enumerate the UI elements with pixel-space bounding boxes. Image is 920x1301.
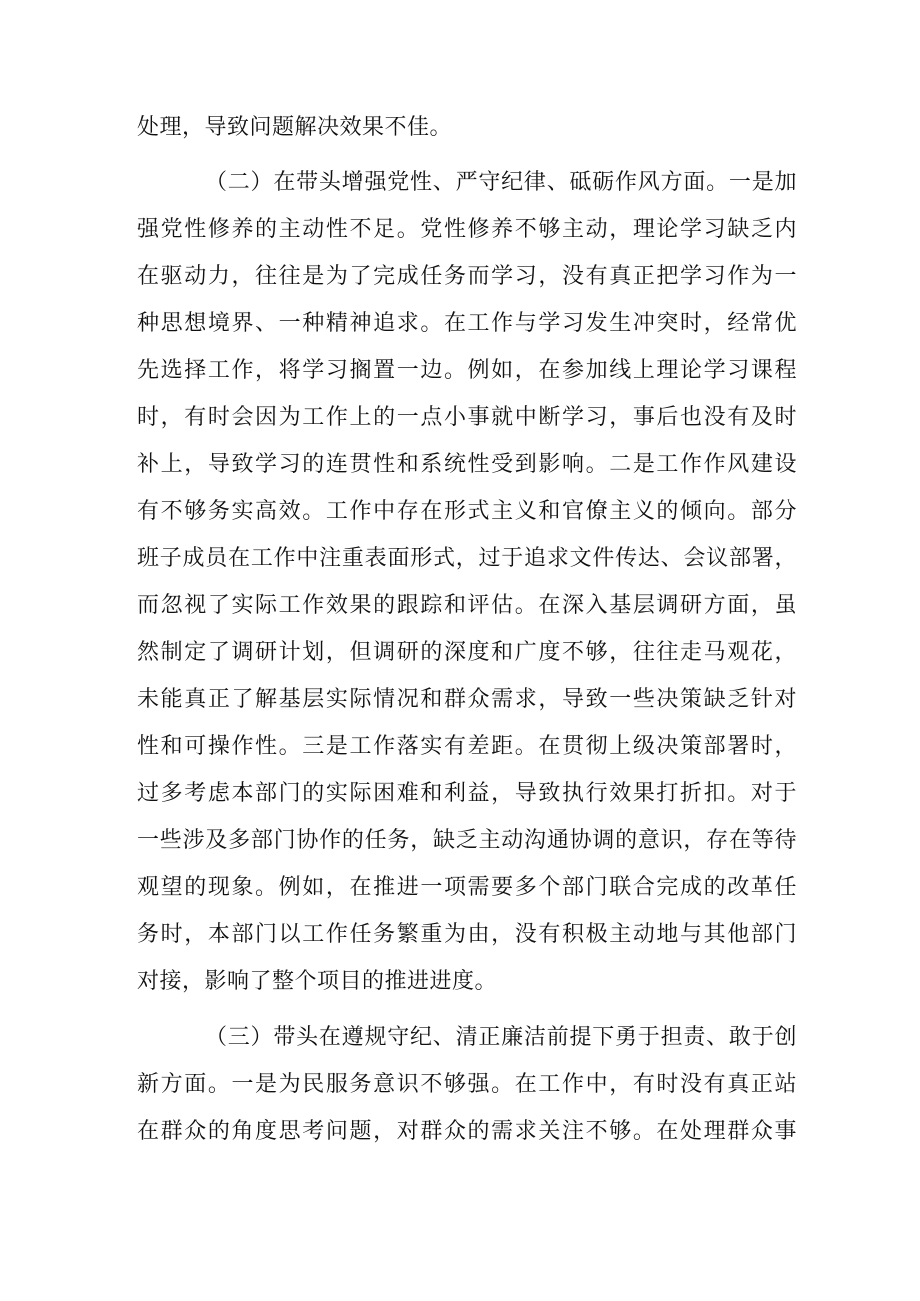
text-line-16: 一些涉及多部门协作的任务，缺乏主动沟通协调的意识，存在等待 [137,828,797,853]
text-line-4: 在驱动力，往往是为了完成任务而学习，没有真正把学习作为一 [137,264,797,289]
text-line-3: 强党性修养的主动性不足。党性修养不够主动，理论学习缺乏内 [137,217,797,242]
text-line-14: 性和可操作性。三是工作落实有差距。在贯彻上级决策部署时， [137,734,797,759]
text-line-7: 时，有时会因为工作上的一点小事就中断学习，事后也没有及时 [137,405,797,430]
text-line-22: 在群众的角度思考问题，对群众的需求关注不够。在处理群众事 [137,1119,797,1144]
text-line-11: 而忽视了实际工作效果的跟踪和评估。在深入基层调研方面，虽 [137,593,797,618]
text-line-5: 种思想境界、一种精神追求。在工作与学习发生冲突时，经常优 [137,311,797,336]
text-line-10: 班子成员在工作中注重表面形式，过于追求文件传达、会议部署， [137,546,797,571]
text-line-13: 未能真正了解基层实际情况和群众需求，导致一些决策缺乏针对 [137,687,797,712]
text-line-18: 务时，本部门以工作任务繁重为由，没有积极主动地与其他部门 [137,922,797,947]
text-line-20: （三）带头在遵规守纪、清正廉洁前提下勇于担责、敢于创 [205,1025,797,1050]
text-line-1: 处理，导致问题解决效果不佳。 [137,115,453,140]
text-line-9: 有不够务实高效。工作中存在形式主义和官僚主义的倾向。部分 [137,499,797,524]
text-line-19: 对接，影响了整个项目的推进进度。 [137,969,498,994]
text-line-8: 补上，导致学习的连贯性和系统性受到影响。二是工作作风建设 [137,452,797,477]
text-line-6: 先选择工作，将学习搁置一边。例如，在参加线上理论学习课程 [137,358,797,383]
text-line-2: （二）在带头增强党性、严守纪律、砥砺作风方面。一是加 [205,170,797,195]
text-line-12: 然制定了调研计划，但调研的深度和广度不够，往往走马观花， [137,640,797,665]
text-line-21: 新方面。一是为民服务意识不够强。在工作中，有时没有真正站 [137,1072,797,1097]
text-line-17: 观望的现象。例如，在推进一项需要多个部门联合完成的改革任 [137,875,797,900]
text-line-15: 过多考虑本部门的实际困难和利益，导致执行效果打折扣。对于 [137,781,797,806]
